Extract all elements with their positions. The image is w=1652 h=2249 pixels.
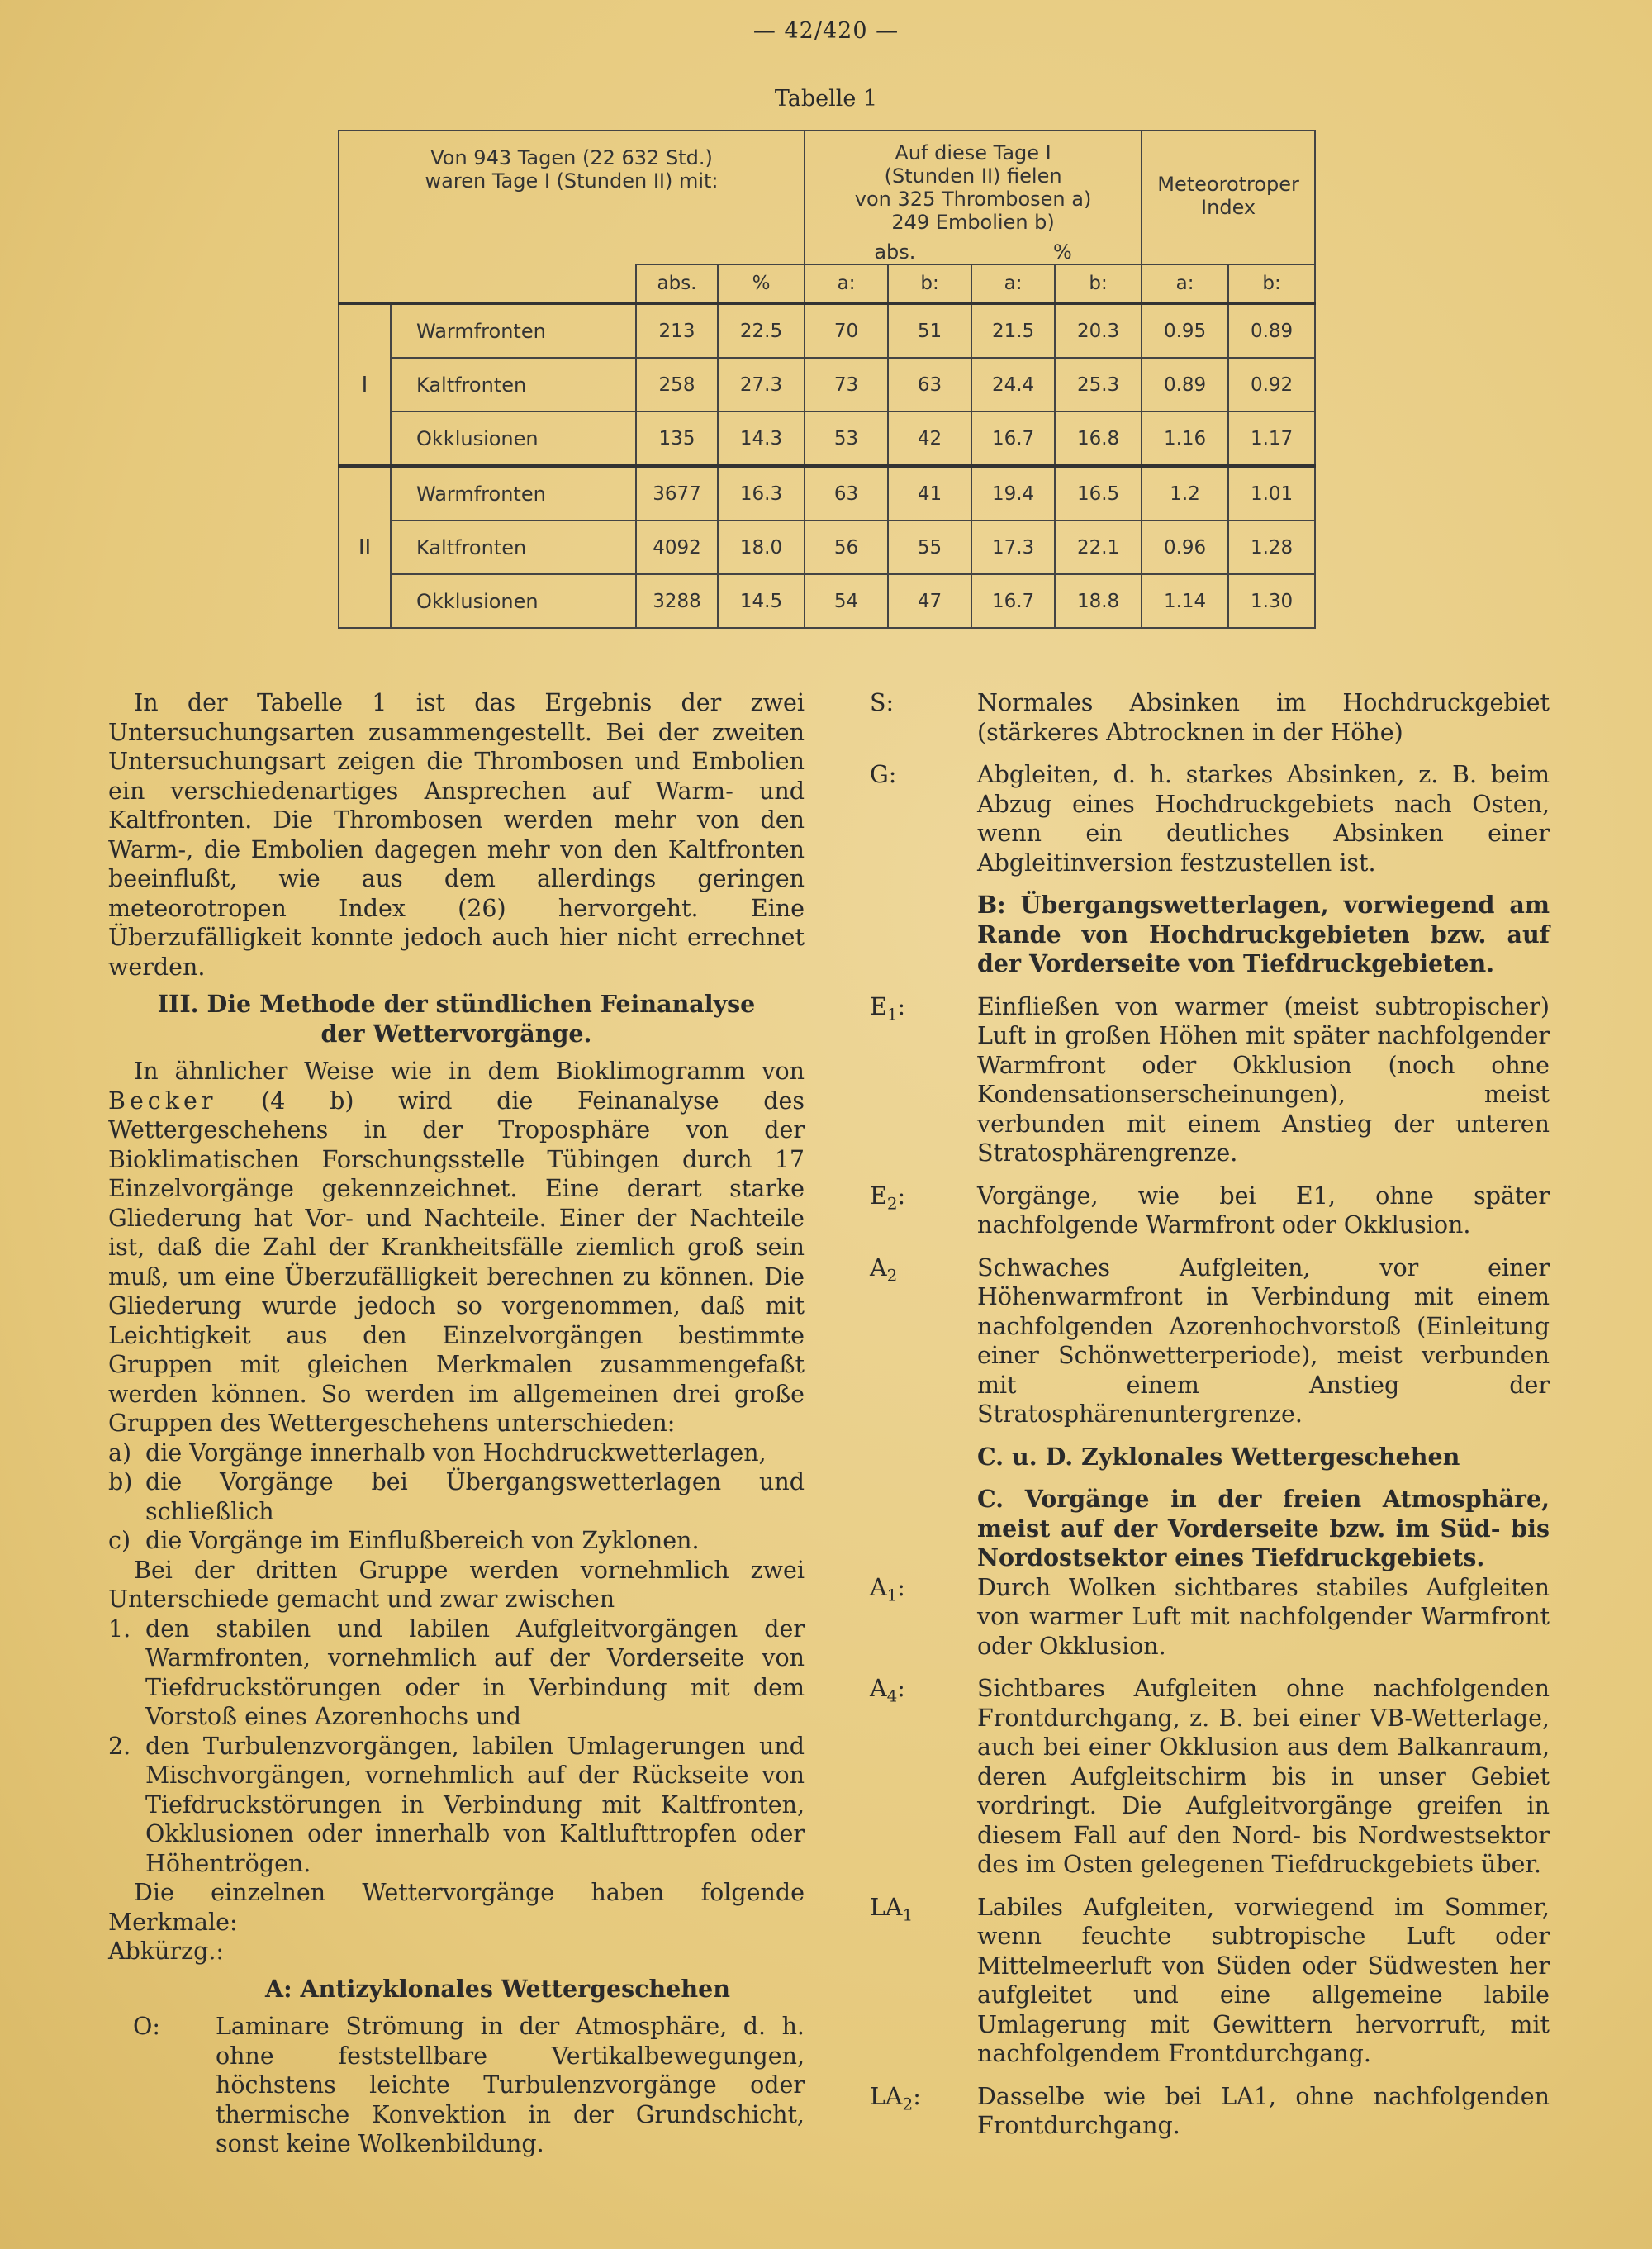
right-column bbox=[870, 688, 1550, 2141]
group-label: I bbox=[339, 303, 391, 466]
group-label: II bbox=[339, 466, 391, 628]
paragraph: Bei der dritten Gruppe werden vornehmlich zwei Unterschiede gemacht und zwar zwischen bbox=[108, 1556, 805, 1613]
list-item: 2. den Turbulenzvorgängen, labilen Umlagerungen und Mischvorgängen, vornehmlich auf der Rückseite von Tiefdruckstörungen in Verbindung mit Kaltfronten, Okklusionen oder innerhalb von Kaltlufttropfen oder Höhentrögen. bbox=[108, 1732, 805, 1877]
paragraph: In der Tabelle 1 ist das Ergebnis der zwei Untersuchungsarten zusammengestellt. Bei der zweiten Untersuchungsart zeigen die Thrombosen und Embolien ein verschiedenartiges Ansprechen auf Warm- und Kaltfronten. Die Thrombosen werden mehr von den Warm-, die Embolien dagegen mehr von den Kaltfronten beeinflußt, wie aus dem allerdings geringen meteorotropen Index (26) hervorgeht. Eine Überzufälligkeit konnte jedoch auch hier nicht errechnet werden. bbox=[108, 689, 805, 981]
paragraph: In ähnlicher Weise wie in dem Bioklimogramm von Becker (4 b) wird die Feinanalyse des Wettergeschehens in der Troposphäre von der Bioklimatischen Forschungsstelle Tübingen durch 17 Einzelvorgänge gekennzeichnet. Eine derart starke Gliederung hat Vor- und Nachteile. Einer der Nachteile ist, daß die Zahl der Krankheitsfälle ziemlich groß sein muß, um eine Überzufälligkeit berechnen zu können. Die Gliederung wurde jedoch so vorgenommen, daß mit Leichtigkeit aus den Einzelvorgängen bestimmte Gruppen mit gleichen Merkmalen zusammengefaßt werden können. So werden im allgemeinen drei große Gruppen des Wettergeschehens unterschieden: bbox=[108, 1058, 805, 1437]
paragraph: Die einzelnen Wettervorgänge haben folgende Merkmale: bbox=[108, 1879, 805, 1936]
definition-entry: $E_1$: Einfließen von warmer (meist subtropischer) Luft in großen Höhen mit später nachfolgender Warmfront oder Okklusion (noch ohne Kondensationserscheinungen), meist verbunden mit einem Anstieg der unteren Stratosphärengrenze. bbox=[870, 992, 1550, 1167]
col-pct-b: b: bbox=[1055, 264, 1142, 303]
definition-entry: $A_1$: Durch Wolken sichtbares stabiles Aufgleiten von warmer Luft mit nachfolgender Warmfront oder Okklusion. bbox=[870, 1573, 1550, 1660]
header-right: Meteorotroper Index bbox=[1142, 131, 1315, 264]
section-heading: C. Vorgänge in der freien Atmosphäre, meist auf der Vorderseite bzw. im Süd- bis Nordostsektor eines Tiefdruckgebiets. bbox=[977, 1485, 1550, 1571]
abbreviation-label: Abkürzg.: bbox=[108, 1938, 224, 1965]
data-table bbox=[338, 130, 1316, 629]
header-middle: Auf diese Tage I (Stunden II) fielen von 325 Thrombosen a) 249 Embolien b) abs. % bbox=[805, 131, 1142, 264]
definition-entry: O: Laminare Strömung in der Atmosphäre, d. h. ohne feststellbare Vertikalbewegungen, höchstens leichte Turbulenzvorgänge oder thermische Konvektion in der Grundschicht, sonst keine Wolkenbildung. bbox=[133, 2013, 805, 2157]
col-abs: abs. bbox=[636, 264, 718, 303]
col-idx-a: a: bbox=[1142, 264, 1228, 303]
list-item: b) die Vorgänge bei Übergangswetterlagen und schließlich bbox=[108, 1468, 805, 1525]
list-item: 1. den stabilen und labilen Aufgleitvorgängen der Warmfronten, vornehmlich auf der Vorderseite von Tiefdruckstörungen oder in Verbindung mit dem Vorstoß eines Azorenhochs und bbox=[108, 1614, 805, 1730]
list-item: c) die Vorgänge im Einflußbereich von Zyklonen. bbox=[108, 1527, 700, 1554]
col-abs-a: a: bbox=[805, 264, 888, 303]
left-column bbox=[108, 688, 805, 2159]
header-abs: abs. bbox=[874, 240, 916, 264]
table-row: Kaltfronten 258 27.3 73 63 24.4 25.3 0.89 0.92 bbox=[339, 358, 1315, 411]
header-pct: % bbox=[1052, 240, 1072, 264]
table-row: I Warmfronten 213 22.5 70 51 21.5 20.3 0.95 0.89 bbox=[339, 303, 1315, 358]
definition-entry: G: Abgleiten, d. h. starkes Absinken, z. B. beim Abzug eines Hochdruckgebiets nach Osten, wenn ein deutliches Absinken einer Abgleitinversion festzustellen ist. bbox=[870, 761, 1550, 877]
table-row: II Warmfronten 3677 16.3 63 41 19.4 16.5 1.2 1.01 bbox=[339, 466, 1315, 521]
definition-entry: S: Normales Absinken im Hochdruckgebiet (stärkeres Abtrocknen in der Höhe) bbox=[870, 689, 1550, 746]
table-row: Kaltfronten 4092 18.0 56 55 17.3 22.1 0.96 1.28 bbox=[339, 521, 1315, 574]
table-caption: Tabelle 1 bbox=[774, 86, 878, 112]
author-name: Becker bbox=[108, 1086, 217, 1115]
col-abs-b: b: bbox=[888, 264, 971, 303]
section-heading: B: Übergangswetterlagen, vorwiegend am Rande von Hochdruckgebieten bzw. auf der Vorderseite von Tiefdruckgebieten. bbox=[977, 891, 1550, 977]
definition-entry: $A_4$: Sichtbares Aufgleiten ohne nachfolgenden Frontdurchgang, z. B. bei einer VB-Wetterlage, auch bei einer Okklusion aus dem Balkanraum, deren Aufgleitschirm bis in unser Gebiet vordringt. Die Aufgleitvorgänge greifen in diesem Fall auf den Nord- bis Nordwestsektor des im Osten gelegenen Tiefdruckgebiets über. bbox=[870, 1675, 1550, 1878]
definition-entry: $A_2$ Schwaches Aufgleiten, vor einer Höhenwarmfront in Verbindung mit einem nachfolgenden Azorenhochvorstoß (Einleitung einer Schönwetterperiode), meist verbunden mit einem Anstieg der Stratosphärenuntergrenze. bbox=[870, 1253, 1550, 1428]
definition-entry: $LA_2$: Dasselbe wie bei LA1, ohne nachfolgenden Frontdurchgang. bbox=[870, 2082, 1550, 2139]
definition-entry: $LA_1$ Labiles Aufgleiten, vorwiegend im Sommer, wenn feuchte subtropische Luft oder Mittelmeerluft von Süden oder Südwesten her aufgleitet und eine allgemeine labile Umlagerung mit Gewittern hervorruft, mit nachfolgendem Frontdurchgang. bbox=[870, 1893, 1550, 2067]
section-heading: A: Antizyklonales Wettergeschehen bbox=[264, 1974, 730, 2003]
list-item: a) die Vorgänge innerhalb von Hochdruckwetterlagen, bbox=[108, 1438, 767, 1467]
table-row: Okklusionen 3288 14.5 54 47 16.7 18.8 1.14 1.30 bbox=[339, 574, 1315, 628]
section-heading: C. u. D. Zyklonales Wettergeschehen bbox=[977, 1442, 1460, 1471]
col-pct: % bbox=[718, 264, 805, 303]
col-idx-b: b: bbox=[1228, 264, 1315, 303]
col-pct-a: a: bbox=[971, 264, 1055, 303]
header-left: Von 943 Tagen (22 632 Std.) waren Tage I (Stunden II) mit: bbox=[339, 131, 805, 264]
section-heading: III. Die Methode der stündlichen Feinanalyse der Wettervorgänge. bbox=[157, 990, 756, 1048]
page-number: — 42/420 — bbox=[752, 18, 900, 44]
table-row: Okklusionen 135 14.3 53 42 16.7 16.8 1.16 1.17 bbox=[339, 411, 1315, 466]
definition-entry: $E_2$: Vorgänge, wie bei E1, ohne später nachfolgende Warmfront oder Okklusion. bbox=[870, 1182, 1550, 1239]
